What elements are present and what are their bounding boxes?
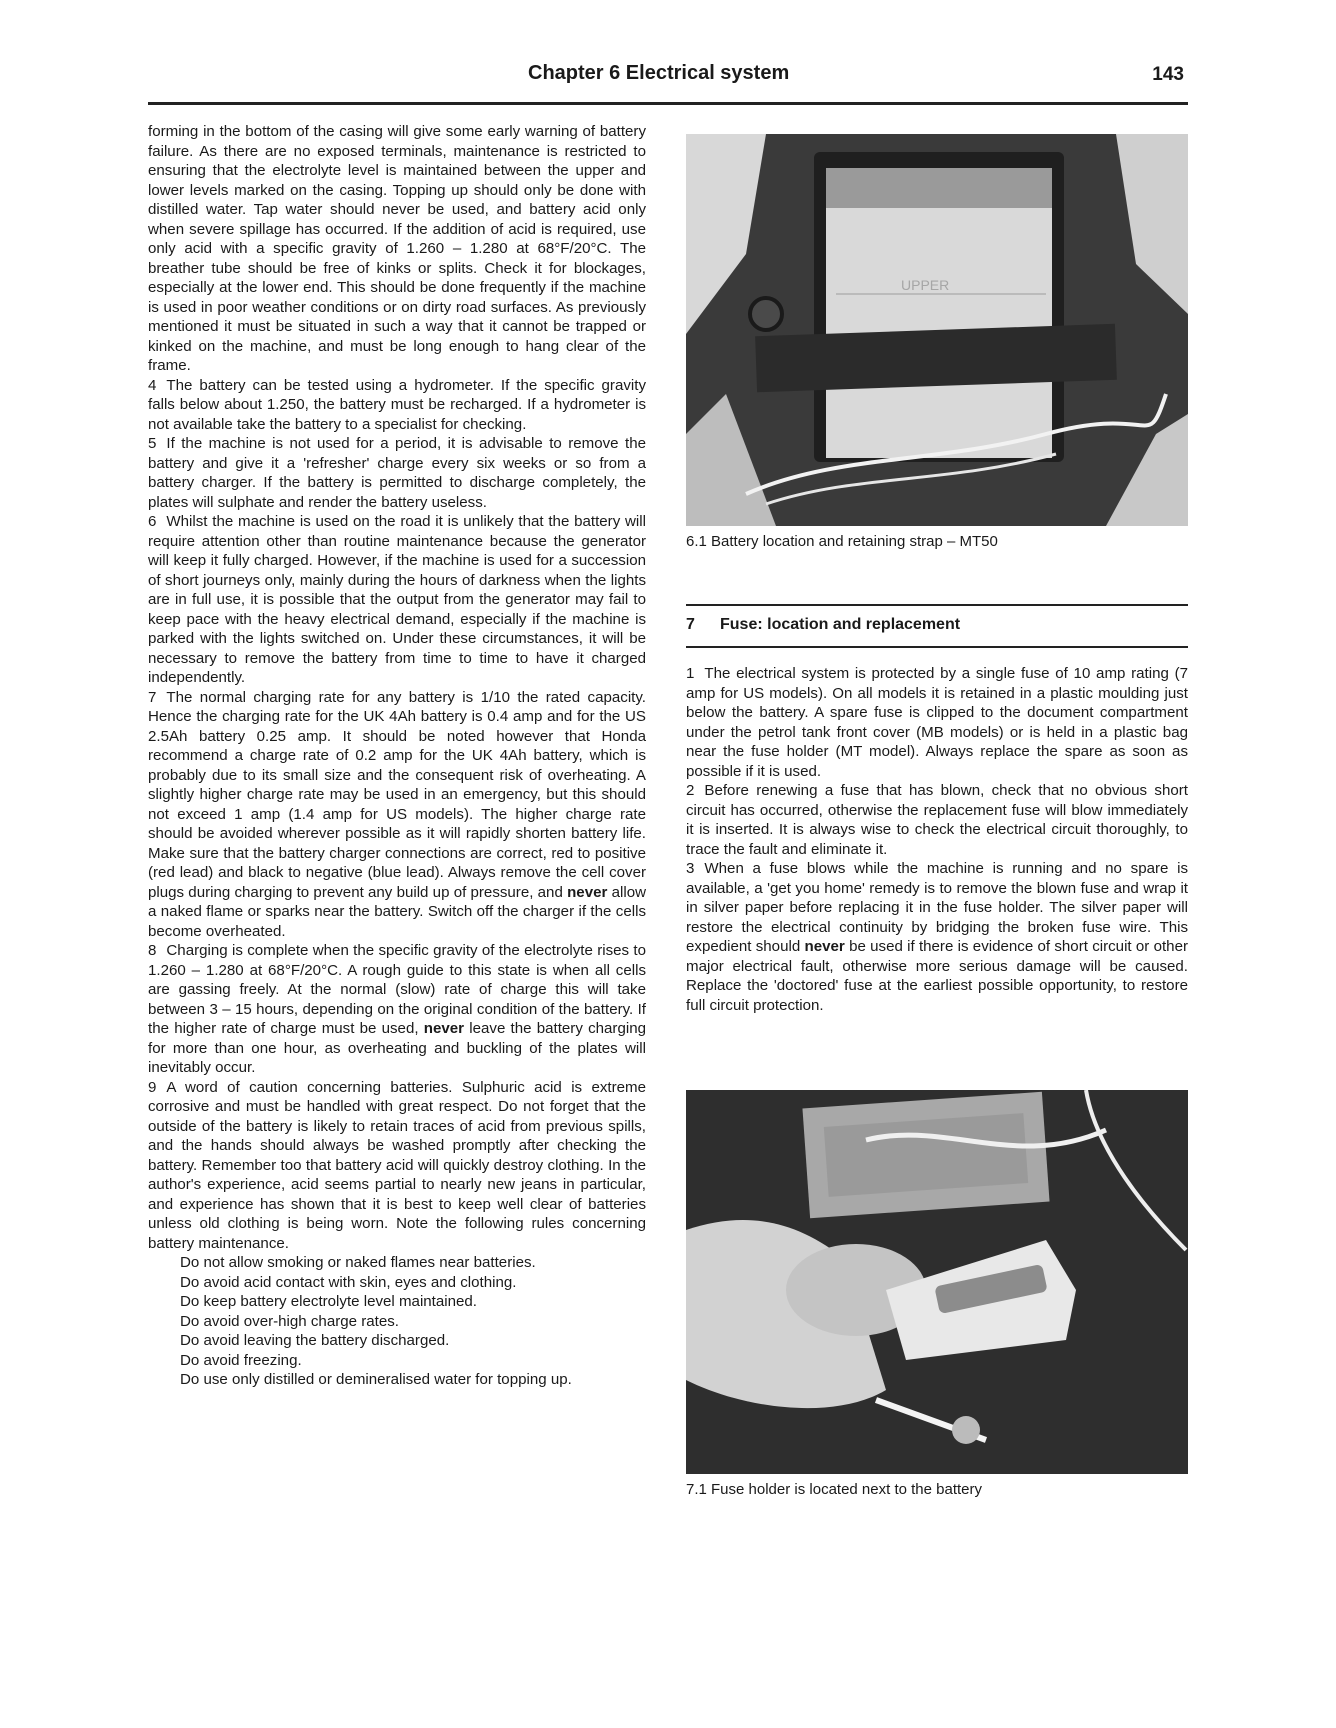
paragraph-text: When a fuse blows while the machine is running and no spare is available, a 'get you home' remedy is to remove the blown fuse and wrap it in silver paper before replacing it in the fuse holder. The silver paper will restore the electrical continuity by bridging the broken fuse wire. This expedient should [686, 860, 1188, 955]
page-header [148, 58, 1188, 105]
paragraph-text: be used if there is evidence of short circuit or other major electrical fault, otherwise more serious damage will be caused. Replace the 'doctored' fuse at the earliest possible opportunity, to restore full circuit protection. [686, 938, 1188, 1014]
left-column [148, 122, 646, 1390]
figure-7-1 [686, 1090, 1188, 1499]
emphasis-never: never [804, 938, 845, 955]
paragraph-text: allow a naked flame or sparks near the battery. Switch off the charger if the cells become overheated. [148, 883, 646, 940]
paragraph-text: leave the battery charging for more than one hour, as overheating and buckling of the plates will inevitably occur. [148, 1020, 646, 1076]
paragraph-number: 1 [686, 665, 695, 682]
paragraph-number: 4 [148, 376, 157, 394]
rule-item: Do use only distilled or demineralised water for topping up. [180, 1371, 572, 1388]
rule-item: Do not allow smoking or naked flames near batteries. [180, 1254, 536, 1271]
rule-item: Do avoid over-high charge rates. [180, 1312, 399, 1330]
fuse-paragraph-2 [686, 781, 1188, 859]
paragraph-number: 6 [148, 513, 157, 530]
paragraph-8 [148, 941, 646, 1078]
fuse-paragraph-1 [686, 664, 1188, 781]
paragraph-text: A word of caution concerning batteries. Sulphuric acid is extreme corrosive and must be handled with great respect. Do not forget that the outside of the battery is likely to retain traces of acid from previous spills, and the hands should always be washed promptly after checking the battery. Remember too that battery acid will quickly destroy clothing. In the author's experience, acid seems partial to nearly new jeans in particular, and experience has shown that it is best to keep well clear of batteries unless old clothing is being worn. Note the following rules concerning battery maintenance. [148, 1078, 646, 1252]
figure-caption: 7.1 Fuse holder is located next to the battery [686, 1481, 983, 1498]
paragraph-4 [148, 376, 646, 435]
paragraph-number: 3 [686, 860, 695, 877]
paragraph-text: The battery can be tested using a hydrometer. If the specific gravity falls below about 1.250, the battery must be recharged. If a hydrometer is not available take the battery to a specialist for checking. [148, 376, 646, 433]
paragraph-number: 9 [148, 1078, 157, 1096]
paragraph-text: Whilst the machine is used on the road it is unlikely that the battery will require attention other than routine maintenance because the generator will keep it fully charged. However, if the machine is used for a succession of short journeys only, mainly during the hours of darkness when the lights are in full use, it is possible that the output from the generator may fail to keep pace with the heavy electrical demand, especially if the machine is parked with the lights switched on. Under these circumstances, it will be necessary to remove the battery from time to time to have it charged independently. [148, 513, 646, 686]
fuse-paragraph-3 [686, 859, 1188, 1015]
paragraph-9 [148, 1078, 646, 1254]
paragraph-text: If the machine is not used for a period, it is advisable to remove the battery and give it a 'refresher' charge every six weeks or so from a battery charger. If the battery is permitted to discharge completely, the plates will sulphate and render the battery useless. [148, 435, 646, 511]
fuse-holder-photo [686, 1090, 1188, 1474]
paragraph-6 [148, 512, 646, 688]
paragraph-number: 7 [148, 688, 157, 706]
emphasis-never: never [567, 883, 608, 901]
battery-level-label: UPPER [901, 277, 950, 293]
battery-rules-list [148, 1253, 646, 1390]
chapter-title: Chapter 6 Electrical system [528, 62, 790, 84]
battery-photo [686, 134, 1188, 526]
paragraph-number: 8 [148, 942, 157, 959]
page-number: 143 [1152, 64, 1184, 85]
fuse-holder-photo-illustration [686, 1090, 1188, 1474]
paragraph-text: Charging is complete when the specific gravity of the electrolyte rises to 1.260 – 1.280 at 68°F/20°C. A rough guide to this state is when all cells are gassing freely. At the normal (slow) rate of charge this will take between 3 – 15 hours, depending on the original condition of the battery. If the higher rate of charge must be used, [148, 942, 646, 1037]
emphasis-never: never [423, 1020, 465, 1037]
section-heading [686, 604, 1188, 648]
figure-6-1 [686, 134, 1188, 551]
paragraph-text: The electrical system is protected by a single fuse of 10 amp rating (7 amp for US models). On all models it is retained in a plastic moulding just below the battery. A spare fuse is clipped to the document compartment under the petrol tank front cover (MB models) or is held in a plastic bag near the fuse holder (MT model). Always replace the spare as soon as possible if it is used. [686, 665, 1188, 780]
paragraph-text: Before renewing a fuse that has blown, check that no obvious short circuit has occurred, otherwise the replacement fuse will blow immediately it is inserted. It is always wise to check the electrical circuit thoroughly, to trace the fault and eliminate it. [686, 782, 1188, 858]
paragraph-text: The normal charging rate for any battery is 1/10 the rated capacity. Hence the charging rate for the UK 4Ah battery is 0.4 amp and for the US 2.5Ah battery 0.25 amp. It should be noted however that Honda recommend a charge rate of 0.2 amp for the UK 4Ah battery, which is probably due to its small size and the consequent risk of overheating. A slightly higher charge rate may be used in an emergency, but this should not exceed 1 amp (1.4 amp for US models). The higher charge rate should be avoided wherever possible as it will rapidly shorten battery life. Make sure that the battery charger connections are correct, red to positive (red lead) and black to negative (blue lead). Always remove the cell cover plugs during charging to prevent any build up of pressure, and [148, 688, 646, 901]
figure-caption: 6.1 Battery location and retaining strap – MT50 [686, 533, 998, 550]
paragraph-7 [148, 688, 646, 942]
battery-photo-illustration [686, 134, 1188, 526]
section-title: Fuse: location and replacement [720, 616, 961, 633]
paragraph-5 [148, 434, 646, 512]
continuation-paragraph: forming in the bottom of the casing will give some early warning of battery failure. As there are no exposed terminals, maintenance is restricted to ensuring that the electrolyte level is maintained between the upper and lower levels marked on the casing. Topping up should only be done with distilled water. Tap water should never be used, and battery acid only when severe spillage has occurred. If the addition of acid is required, use only acid with a specific gravity of 1.260 – 1.280 at 68°F/20°C. The breather tube should be free of kinks or splits. Check it for blockages, especially at the lower end. This should be done frequently if the machine is used in poor weather conditions or on dirty road surfaces. As previously mentioned it must be situated in such a way that it cannot be trapped or kinked on the machine, and must be long enough to hang clear of the frame. [148, 123, 646, 374]
rule-item: Do avoid freezing. [180, 1351, 302, 1369]
rule-item: Do avoid acid contact with skin, eyes and clothing. [180, 1273, 517, 1291]
right-column [686, 664, 1188, 1015]
section-number: 7 [686, 616, 695, 633]
rule-item: Do avoid leaving the battery discharged. [180, 1332, 450, 1349]
paragraph-number: 2 [686, 782, 695, 799]
paragraph-number: 5 [148, 435, 157, 452]
rule-item: Do keep battery electrolyte level maintained. [180, 1293, 478, 1310]
